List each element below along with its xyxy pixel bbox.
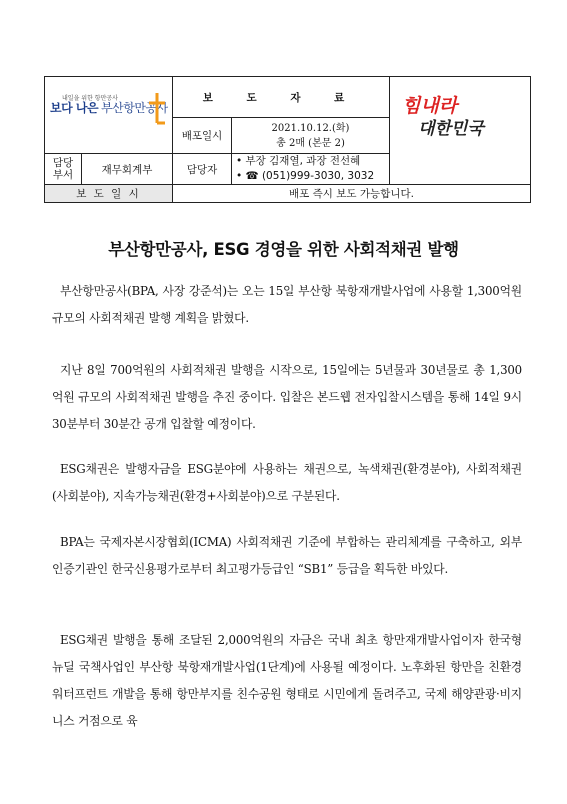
contact-line-1: • 부장 김재열, 과장 전선혜 bbox=[236, 155, 361, 167]
document-type-title: 보 도 자 료 bbox=[173, 77, 390, 118]
contact-line-2: • ☎ (051)999-3030, 3032 bbox=[236, 170, 375, 182]
paragraph-2: 지난 8일 700억원의 사회적채권 발행을 시작으로, 15일에는 5년물과 30년물로 총 1,300억원 규모의 사회적채권 발행을 추진 중이다. 입찰은 본드웹 전자입찰시스템을 통해 14일 9시 30분부터 30분간 공개 입찰할 예정이다. bbox=[52, 363, 522, 431]
release-date: 2021.10.12.(화) bbox=[271, 122, 350, 134]
contact-info bbox=[232, 154, 390, 185]
slogan-line-2: 대한민국 bbox=[418, 119, 484, 139]
release-info bbox=[232, 118, 390, 154]
embargo-value: 배포 즉시 보도 가능합니다. bbox=[173, 185, 531, 203]
page-count: 총 2매 (본문 2) bbox=[276, 137, 345, 149]
embargo-label: 보 도 일 시 bbox=[45, 185, 173, 203]
paragraph-1: 부산항만공사(BPA, 사장 강준석)는 오는 15일 부산항 북항재개발사업에 사용할 1,300억원 규모의 사회적채권 발행 계획을 밝혔다. bbox=[52, 284, 522, 325]
dept-value: 재무회계부 bbox=[82, 154, 173, 185]
dept-label: 담당 부서 bbox=[45, 154, 82, 185]
slogan-line-1: 힘내라 bbox=[402, 95, 458, 117]
logo-bracket-icon bbox=[143, 91, 169, 125]
logo-cell bbox=[45, 77, 173, 154]
logo-main-text: 보다 나은 bbox=[50, 101, 99, 115]
headline: 부산항만공사, ESG 경영을 위한 사회적채권 발행 bbox=[108, 240, 459, 259]
logo-org-text: 부산항만공사 bbox=[101, 101, 168, 115]
logo-tagline: 내일을 위한 항만공사 bbox=[62, 95, 118, 102]
paragraph-3: ESG채권은 발행자금을 ESG분야에 사용하는 채권으로, 녹색채권(환경분야), 사회적채권(사회분야), 지속가능채권(환경+사회분야)으로 구분된다. bbox=[52, 462, 522, 503]
paragraph-4: BPA는 국제자본시장협회(ICMA) 사회적채권 기준에 부합하는 관리체계를 구축하고, 외부인증기관인 한국신용평가로부터 최고평가등급인 “SB1” 등급을 획득한 바있다. bbox=[52, 535, 522, 576]
contact-label: 담당자 bbox=[173, 154, 232, 185]
release-label: 배포일시 bbox=[173, 118, 232, 154]
paragraph-5: ESG채권 발행을 통해 조달된 2,000억원의 자금은 국내 최초 항만재개발사업이자 한국형 뉴딜 국책사업인 부산항 북항재개발사업(1단계)에 사용될 예정이다. 노후화된 항만을 친환경 워터프런트 개발을 통해 항만부지를 친수공원 형태로 시민에게 돌려주고, 국제 해양관광·비지니스 거점으로 육 bbox=[52, 633, 522, 728]
slogan-logo bbox=[400, 90, 496, 140]
